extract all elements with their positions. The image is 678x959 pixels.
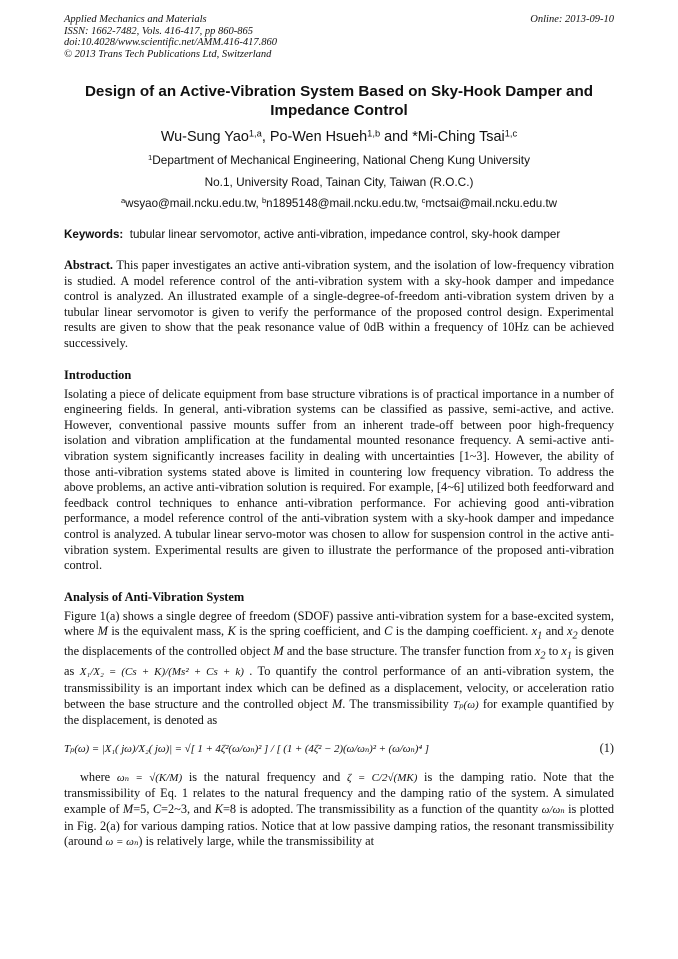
text-run: to bbox=[545, 644, 562, 659]
equation-number: (1) bbox=[599, 741, 614, 756]
text-run: =5, bbox=[133, 801, 153, 816]
equation-body: Tₚ(ω) = |X₁( jω)/X₂( jω)| = √[ 1 + 4ζ²(ω/ωₙ)² ] / [ (1 + (4ζ² − 2)(ω/ωₙ)² + (ω/ωₙ)⁴ ] bbox=[64, 743, 429, 756]
intro-paragraph: Isolating a piece of delicate equipment from base structure vibrations is of practical importance in a number of engineering fields. In general, anti-vibration systems can be classified as passive, semi-active, and active. However, conventional passive mounts suffer from an inherent trade-off between poor high-frequency isolation and vibration amplification at the fundamental mounted resonance frequency. A semi-active anti-vibration system significantly increases facility in dealing with uncertainties [1~3]. However, the ability of those anti-vibration systems stated above is limited in countering low frequency vibration. To address the above problems, an active anti-vibration solution is required. For example, [4~6] utilized both feedforward and feedback control techniques to enhance anti-vibration performance. For achieving good anti-vibration performance, a model reference control of the anti-vibration system with a sky-hook damper and impedance control is analyzed. A tubular linear servo-motor was chosen to allow for suspension control in the active anti-vibration system. Experimental results are given to illustrate the performance of the proposed anti-vibration control. bbox=[64, 386, 614, 573]
affiliation-sup: 1 bbox=[148, 153, 153, 163]
affiliation-line-1 bbox=[64, 153, 614, 167]
email-a: wsyao@mail.ncku.edu.tw, bbox=[125, 197, 262, 210]
email-b: n1895148@mail.ncku.edu.tw, bbox=[266, 197, 422, 210]
text-run: =8 is adopted. The transmissibility as a function of the quantity bbox=[222, 801, 542, 816]
text-run: is given as bbox=[64, 644, 614, 679]
author-3-sup: 1,c bbox=[504, 128, 518, 139]
author-separator: and bbox=[380, 129, 413, 145]
header-left bbox=[64, 14, 277, 60]
text-run: ) is relatively large, while the transmissibility at bbox=[138, 834, 375, 849]
math-sub: 1 bbox=[537, 630, 543, 642]
equation-1 bbox=[64, 737, 614, 761]
math-var: C bbox=[384, 624, 393, 639]
author-3: *Mi-Ching Tsai bbox=[412, 129, 505, 145]
email-a-sup: a bbox=[120, 196, 126, 206]
keywords-label: Keywords: bbox=[64, 228, 124, 241]
text-run: denote the displacements of the controlled object bbox=[64, 624, 614, 659]
author-emails bbox=[64, 197, 614, 211]
text-run: =2~3, and bbox=[161, 801, 215, 816]
paper-title: Design of an Active-Vibration System Based on Sky-Hook Damper and Impedance Control bbox=[84, 83, 594, 119]
online-date: Online: 2013-09-10 bbox=[530, 14, 614, 25]
email-b-sup: b bbox=[261, 196, 267, 206]
keywords-text: tubular linear servomotor, active anti-vibration, impedance control, sky-hook damper bbox=[129, 228, 561, 241]
text-run: is the spring coefficient, and bbox=[235, 624, 385, 639]
math-var: K bbox=[214, 801, 223, 816]
text-run: is the damping coefficient. bbox=[392, 624, 532, 639]
text-run: is plotted in Fig. 2(a) for various damping ratios. Notice that at low passive damping ratios, the resonant transmissibility (around bbox=[64, 801, 615, 849]
math-var: M bbox=[273, 644, 284, 659]
author-2-sup: 1,b bbox=[367, 128, 381, 139]
text-run: Figure 1(a) shows a single degree of freedom (SDOF) passive anti-vibration system for a base-excited system, where bbox=[64, 608, 614, 639]
math-var: x bbox=[534, 644, 541, 659]
damping-ratio-def: ζ = C/2√(MK) bbox=[347, 771, 418, 784]
abstract-text: This paper investigates an active anti-vibration system, and the isolation of low-frequency vibration is studied. A model reference control of the anti-vibration system with a sky-hook damper and impedance control is analyzed. An illustrated example of a single-degree-of-freedom anti-vibration system driven by a tubular linear servomotor is given to verify the performance of the proposed control design. Experimental results are given to show that the peak resonance value of 0dB within a frequency of 10Hz can be achieved successively. bbox=[64, 258, 614, 350]
journal-name: Applied Mechanics and Materials bbox=[64, 14, 207, 25]
affiliation-line-2: No.1, University Road, Tainan City, Taiwan (R.O.C.) bbox=[204, 175, 474, 189]
email-c-sup: c bbox=[421, 196, 426, 206]
author-line bbox=[64, 128, 614, 146]
affiliation bbox=[64, 153, 614, 189]
text-run: and the base structure. The transfer function from bbox=[283, 644, 535, 659]
copyright-line: © 2013 Trans Tech Publications Ltd, Switzerland bbox=[64, 48, 272, 60]
keywords bbox=[64, 228, 614, 242]
text-run: and bbox=[542, 624, 567, 639]
abstract-label: Abstract. bbox=[64, 258, 114, 272]
section-introduction bbox=[64, 368, 614, 574]
text-run: is the natural frequency and bbox=[182, 769, 348, 784]
math-var: x bbox=[561, 644, 567, 659]
resonance-condition: ω = ωₙ bbox=[105, 836, 139, 849]
text-run: for example quantified by the displacement, is denoted as bbox=[64, 696, 615, 728]
frequency-ratio: ω/ωₙ bbox=[541, 803, 565, 816]
author-2: Po-Wen Hsueh bbox=[269, 129, 368, 145]
doi-line: doi:10.4028/www.scientific.net/AMM.416-417.860 bbox=[64, 37, 277, 48]
transfer-function: X₁/X₂ = (Cs + K)/(Ms² + Cs + k) bbox=[79, 666, 244, 679]
text-run: is the damping ratio. Note that the transmissibility of Eq. 1 relates to the natural frequency and the damping ratio of the system. A simulated example of bbox=[64, 769, 614, 816]
math-var: M bbox=[331, 696, 343, 711]
text-run: where bbox=[80, 769, 117, 784]
math-var: K bbox=[227, 624, 236, 639]
author-separator: , bbox=[261, 129, 270, 145]
section-title: Introduction bbox=[64, 367, 132, 382]
analysis-paragraph-1 bbox=[64, 609, 614, 729]
affiliation-text: Department of Mechanical Engineering, National Cheng Kung University bbox=[152, 153, 530, 167]
text-run: is the equivalent mass, bbox=[107, 624, 228, 639]
journal-header bbox=[64, 14, 614, 60]
issn-line: ISSN: 1662-7482, Vols. 416-417, pp 860-865 bbox=[64, 25, 253, 37]
math-var: C bbox=[152, 801, 162, 816]
transmissibility-symbol: Tₚ(ω) bbox=[453, 698, 479, 711]
author-1: Wu-Sung Yao bbox=[160, 129, 249, 145]
text-run: . The transmissibility bbox=[342, 696, 454, 711]
text-run: . To quantify the control performance of an anti-vibration system, the transmissibility is an important index which can be defined as a displacement, velocity, or acceleration ratio between the base structure and the controlled object bbox=[64, 664, 615, 711]
math-var: x bbox=[567, 624, 573, 639]
natural-frequency-def: ωₙ = √(K/M) bbox=[116, 771, 183, 784]
section-analysis bbox=[64, 590, 614, 851]
math-sub: 2 bbox=[540, 650, 546, 662]
section-title: Analysis of Anti-Vibration System bbox=[64, 589, 245, 604]
analysis-paragraph-2 bbox=[64, 770, 614, 851]
email-c: mctsai@mail.ncku.edu.tw bbox=[425, 197, 558, 210]
math-var: x bbox=[531, 624, 538, 639]
math-var: M bbox=[122, 801, 134, 816]
math-sub: 1 bbox=[566, 650, 573, 662]
math-var: M bbox=[97, 624, 108, 639]
math-sub: 2 bbox=[572, 630, 578, 642]
abstract bbox=[64, 258, 614, 352]
author-1-sup: 1,a bbox=[248, 128, 262, 139]
